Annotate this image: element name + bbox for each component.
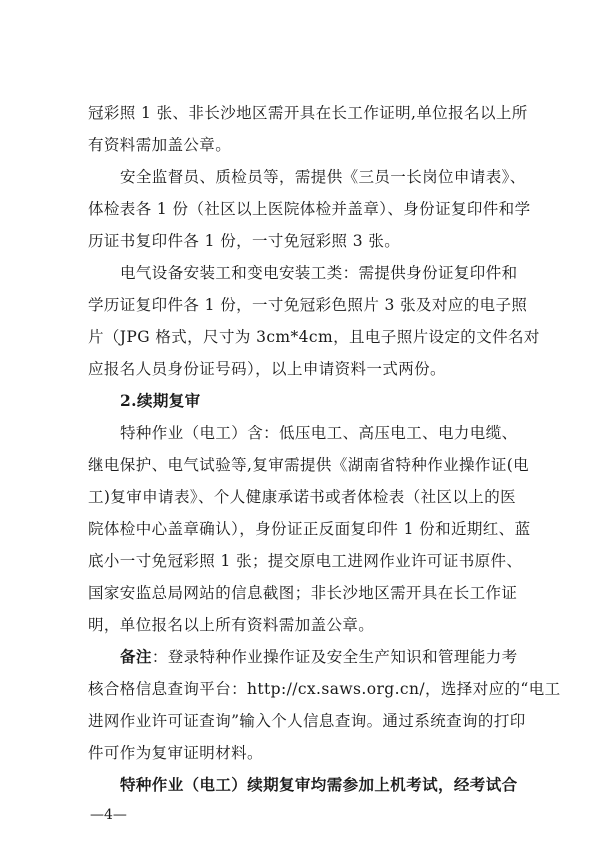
text-line: 院体检中心盖章确认），身份证正反面复印件 1 份和近期红、蓝 (88, 520, 531, 538)
text-line: 应报名人员身份证号码），以上申请资料一式两份。 (88, 360, 446, 378)
text-line: 历证书复印件各 1 份，一寸免冠彩照 3 张。 (88, 232, 401, 250)
note-label: 备注 (120, 647, 152, 666)
text-line: 工)复审申请表》、个人健康承诺书或者体检表（社区以上的医 (88, 488, 516, 506)
text-line: 安全监督员、质检员等，需提供《三员一长岗位申请表》、 (120, 168, 526, 186)
text-line: 国家安监总局网站的信息截图；非长沙地区需开具在长工作证 (88, 584, 518, 602)
section-heading: 2.续期复审 (120, 391, 201, 410)
text-line: 核合格信息查询平台：http://cx.saws.org.cn/，选择对应的“电工 (88, 680, 561, 698)
text-line: 进网作业许可证查询”输入个人信息查询。通过系统查询的打印 (88, 712, 526, 730)
text-line: 特种作业（电工）续期复审均需参加上机考试，经考试合 (120, 775, 518, 794)
text-line: 底小一寸免冠彩照 1 张；提交原电工进网作业许可证书原件、 (88, 552, 523, 570)
text-line: 特种作业（电工）含：低压电工、高压电工、电力电缆、 (120, 424, 518, 442)
text-line: 体检表各 1 份（社区以上医院体检并盖章）、身份证复印件和学 (88, 200, 531, 218)
text-line: 继电保护、电气试验等,复审需提供《湖南省特种作业操作证(电 (88, 456, 530, 474)
text-line: 件可作为复审证明材料。 (88, 744, 263, 762)
note-line (120, 647, 518, 667)
text-line: 片（JPG 格式，尺寸为 3cm*4cm，且电子照片设定的文件名对 (88, 328, 540, 346)
note-text: ：登录特种作业操作证及安全生产知识和管理能力考 (151, 648, 518, 666)
text-line: 电气设备安装工和变电安装工类：需提供身份证复印件和 (120, 264, 518, 282)
text-line: 冠彩照 1 张、非长沙地区需开具在长工作证明,单位报名以上所 (88, 104, 528, 122)
text-line: 学历证复印件各 1 份，一寸免冠彩色照片 3 张及对应的电子照 (88, 296, 528, 314)
page-number: —4— (90, 807, 127, 823)
text-line: 明，单位报名以上所有资料需加盖公章。 (88, 616, 375, 634)
text-line: 有资料需加盖公章。 (88, 136, 232, 154)
